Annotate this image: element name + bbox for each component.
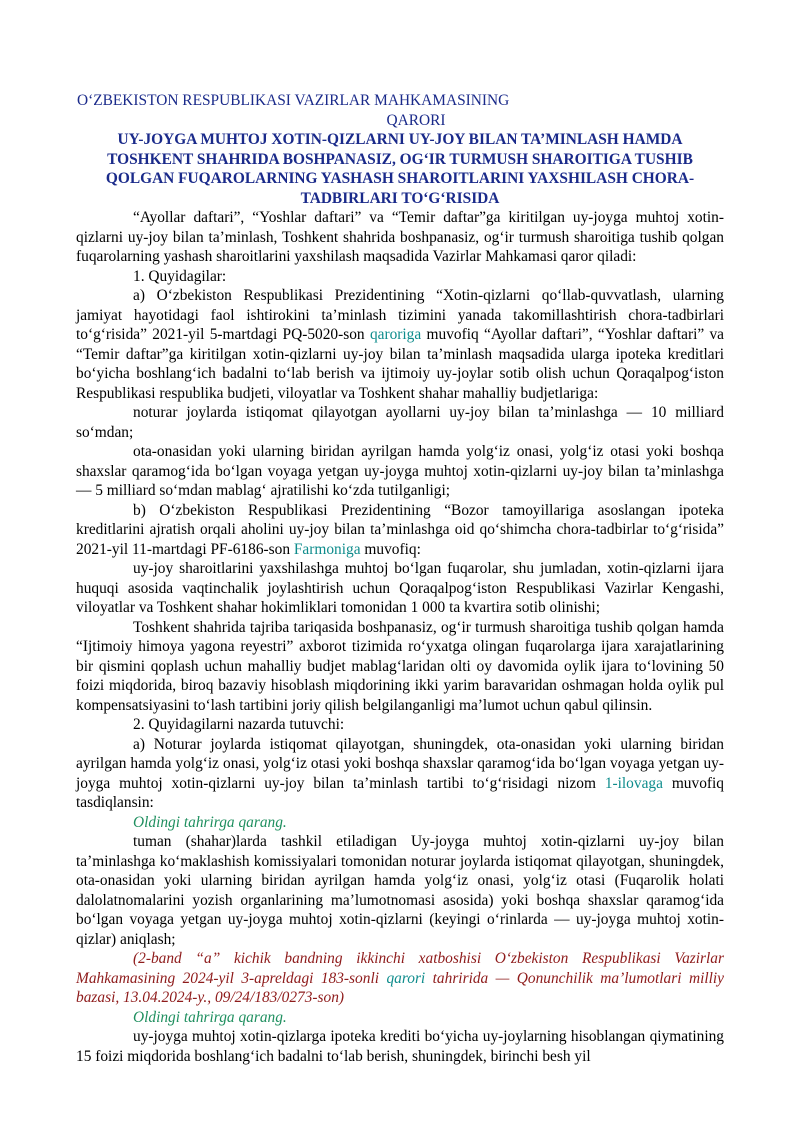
edict-link[interactable]: Farmoniga [293,540,361,558]
amendment-note [76,949,724,1008]
section-2a-item-1: tuman (shahar)larda tashkil etiladigan Uy-joyga muhtoj xotin-qizlarni uy-joy bilan ta’minlashga ko‘maklashish komissiyalari tomonidan noturar joylarda istiqomat qilayotgan, shuningdek, ota-onasidan yoki ularning biridan ayrilgan hamda yolg‘iz onasi, yolg‘iz otasi (Fuqarolik holati dalolatnomalarini yozish organlarining ma’lumotnomasi asosida) yoki boshqa shaxslar qaramog‘ida bo‘lgan voyaga yetgan uy-joyga muhtoj xotin-qizlarni (keyingi o‘rinlarda — uy-joyga muhtoj xotin-qizlar) aniqlash; [76,833,724,948]
intro-paragraph: “Ayollar daftari”, “Yoshlar daftari” va “Temir daftar”ga kiritilgan uy-joyga muhtoj xotin-qizlarni uy-joy bilan ta’minlash, Toshkent shahrida boshpanasiz, og‘ir turmush sharoitiga tushib qolgan fuqarolarning yashash sharoitlarini yaxshilash maqsadida Vazirlar Mahkamasi qaror qiladi: [76,209,724,265]
section-1a-item-2: ota-onasidan yoki ularning biridan ayrilgan hamda yolg‘iz onasi, yolg‘iz otasi yoki boshqa shaxslar qaramog‘ida bo‘lgan voyaga yetgan uy-joyga muhtoj xotin-qizlarni uy-joy bilan ta’minlashga — 5 milliard so‘mdan mablag‘ ajratilishi ko‘zda tutilganligi; [76,443,724,499]
amendment-resolution-link[interactable]: qarori [386,969,426,987]
section-1b-item-2: Toshkent shahrida tajriba tariqasida boshpanasiz, og‘ir turmush sharoitiga tushib qolgan hamda “Ijtimoiy himoya yagona reyestri” axborot tizimida ro‘yxatga olingan fuqarolarga ijara xarajatlarining bir qismini qoplash uchun mahalliy budjet mablag‘laridan olti oy davomida oylik ijara to‘lovining 50 foizi miqdorida, biroq bazaviy hisoblash miqdorining ikki yarim baravaridan oshmagan holda oylik pul kompensatsiyasini to‘lash tartibini joriy qilish belgilanganligi ma’lumot uchun qabul qilinsin. [76,618,724,714]
section-2a-text-end: muvofiq tasdiqlansin: [76,774,724,811]
previous-edition-link-2[interactable]: Oldingi tahrirga qarang. [133,1008,287,1026]
previous-edition-link[interactable]: Oldingi tahrirga qarang. [133,813,287,831]
section-1a-text-end: muvofiq “Ayollar daftari”, “Yoshlar daftari” va “Temir daftar”ga kiritilgan xotin-qizlarni uy-joy bilan ta’minlash maqsadida ularga ipoteka kreditlari bo‘yicha boshlang‘ich badalni to‘lab berish va ijtimoiy uy-joylar sotib olish uchun Qoraqalpog‘iston Respublikasi respublika budjeti, viloyatlar va Toshkent shahar mahalliy budjetlariga: [76,326,725,402]
section-2-heading: 2. Quyidagilarni nazarda tutuvchi: [133,716,345,733]
document-title: UY-JOYGA MUHTOJ XOTIN-QIZLARNI UY-JOY BILAN TA’MINLASH HAMDA TOSHKENT SHAHRIDA BOSHPANASIZ, OG‘IR TURMUSH SHAROITIGA TUSHIB QOLGAN FUQAROLARNING YASHASH SHAROITLARINI YAXSHILASH CHORA-TADBIRLARI TO‘G‘RISIDA [105,131,695,207]
section-1-heading: 1. Quyidagilar: [133,267,227,285]
section-1b-paragraph [76,501,724,560]
issuer-heading: O‘ZBEKISTON RESPUBLIKASI VAZIRLAR MAHKAMASINING [77,92,510,109]
decree-link[interactable]: qaroriga [369,326,422,343]
section-1a-paragraph [76,286,724,403]
section-1b-text-start: b) O‘zbekiston Respublikasi Prezidentining “Bozor tamoyillariga asoslangan ipoteka kreditlarini ajratish orqali aholini uy-joy bilan ta’minlashga oid qo‘shimcha chora-tadbirlar to‘g‘risida” 2021-yil 11-martdagi PF-6186-son [76,501,724,558]
section-1a-item-1: noturar joylarda istiqomat qilayotgan ayollarni uy-joy bilan ta’minlashga — 10 milliard so‘mdan; [76,404,724,441]
section-1b-text-end: muvofiq: [360,540,421,558]
section-1a-text-start: a) O‘zbekiston Respublikasi Prezidentining “Xotin-qizlarni qo‘llab-quvvatlash, ularning jamiyat hayotidagi faol ishtirokini ta’minlash tizimini yanada takomillashtirish chora-tadbirlari to‘g‘risida” 2021-yil 5-martdagi PQ-5020-son [76,287,724,343]
section-1b-item-1: uy-joy sharoitlarini yaxshilashga muhtoj bo‘lgan fuqarolar, shu jumladan, xotin-qizlarni ijara huquqi asosida vaqtinchalik joylashtirish uchun Qoraqalpog‘iston Respublikasi Vazirlar Kengashi, viloyatlar va Toshkent shahar hokimliklari tomonidan 1 000 ta kvartira sotib olinishi; [76,560,724,616]
section-2a-paragraph [76,735,724,813]
document-page [76,91,724,1066]
document-type-heading: QARORI [386,111,446,129]
amendment-text-end: tahririda — Qonunchilik ma’lumotlari milliy bazasi, 13.04.2024-y., 09/24/183/0273-son) [76,969,724,1006]
section-2a-item-2: uy-joyga muhtoj xotin-qizlarga ipoteka krediti bo‘yicha uy-joylarning hisoblangan qiymatining 15 foizi miqdorida boshlang‘ich badalni to‘lab berish, shuningdek, birinchi besh yil [76,1028,724,1065]
annex-1-link[interactable]: 1-ilovaga [604,774,663,792]
amendment-text-start: (2-band “a” kichik bandning ikkinchi xatboshisi O‘zbekiston Respublikasi Vazirlar Mahkamasining 2024-yil 3-apreldagi 183-sonli [76,950,724,987]
section-2a-text-start: a) Noturar joylarda istiqomat qilayotgan, shuningdek, ota-onasidan yoki ularning biridan ayrilgan hamda yolg‘iz onasi, yolg‘iz otasi yoki boshqa shaxslar qaramog‘ida bo‘lgan voyaga yetgan uy-joyga muhtoj xotin-qizlarni uy-joy bilan ta’minlash tartibi to‘g‘risidagi nizom [76,735,724,792]
